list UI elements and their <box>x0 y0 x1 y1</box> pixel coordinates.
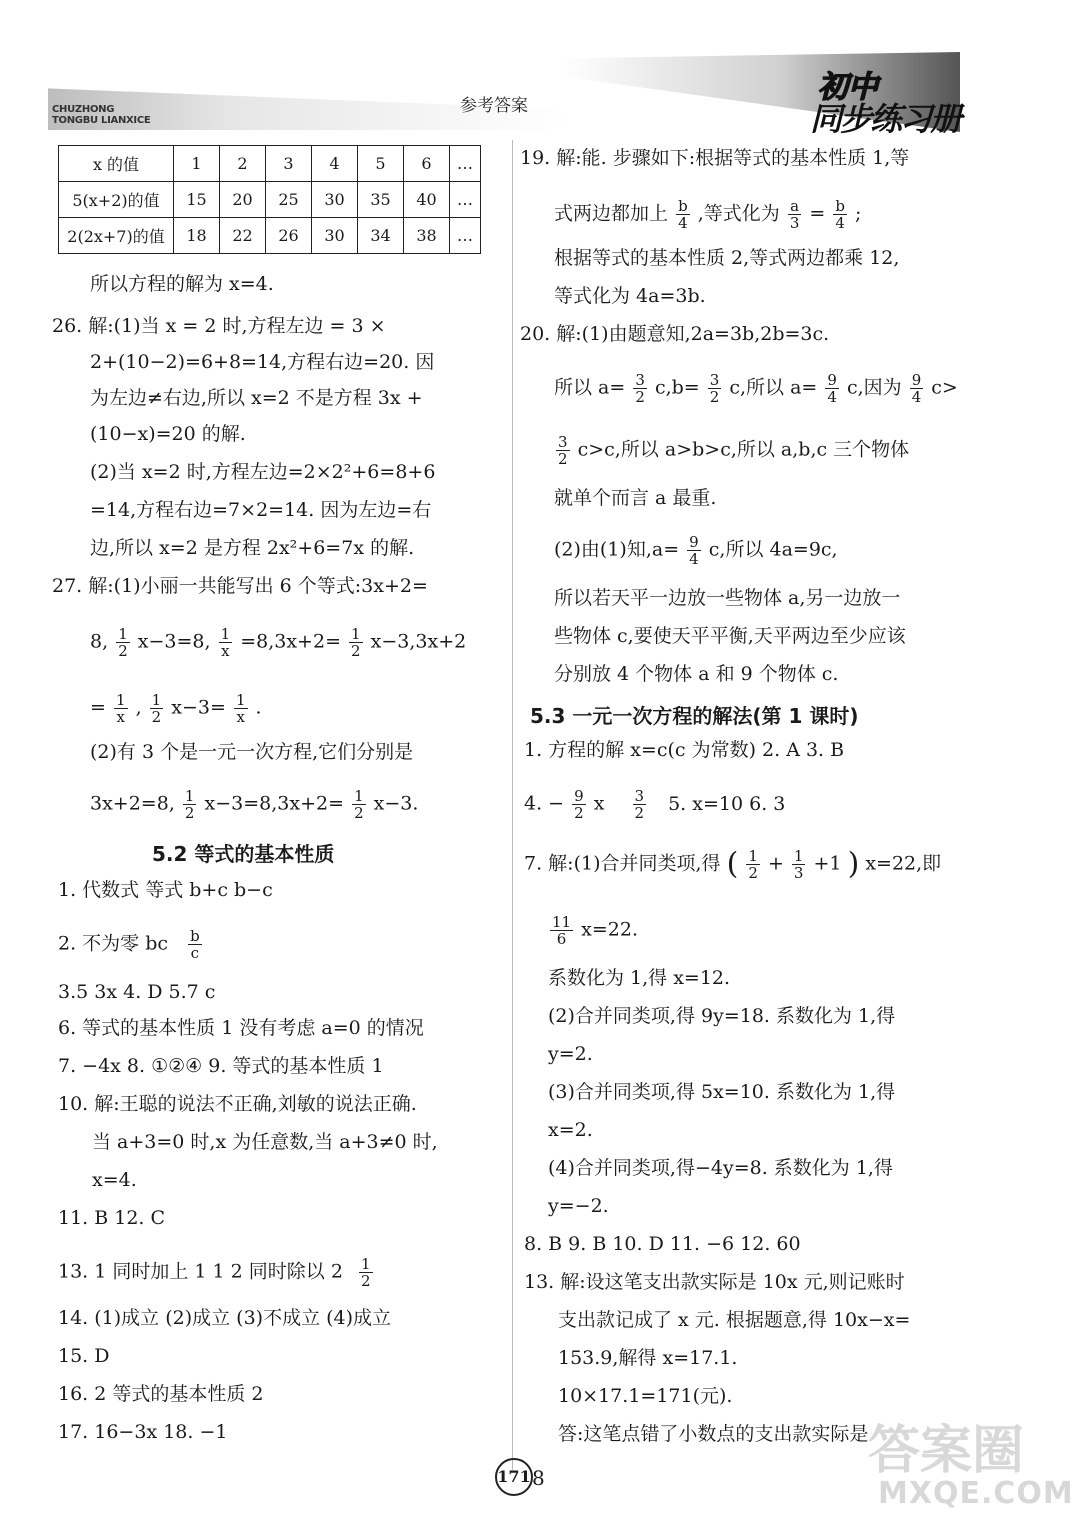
text-run: c,因为 <box>846 376 902 399</box>
fraction <box>708 372 722 405</box>
answer-line: 当 a+3=0 时,x 为任意数,当 a+3≠0 时, <box>92 1131 438 1153</box>
numerator: 9 <box>827 371 837 389</box>
answer-line: 10. 解:王聪的说法不正确,刘敏的说法正确. <box>58 1093 417 1115</box>
table-cell: 20 <box>220 182 266 218</box>
answer-line: 就单个而言 a 最重. <box>554 487 717 509</box>
table-cell: … <box>450 182 481 218</box>
answer-line: 分别放 4 个物体 a 和 9 个物体 c. <box>554 663 839 685</box>
section-heading-5-3: 5.3 一元一次方程的解法(第 1 课时) <box>530 704 859 728</box>
answer-line: 10×17.1=171(元). <box>558 1385 733 1407</box>
answer-line: 为左边≠右边,所以 x=2 不是方程 3x + <box>90 387 423 409</box>
table-cell: 6 <box>404 146 450 182</box>
numerator: 1 <box>115 691 126 709</box>
fraction <box>633 788 647 821</box>
answer-line: 11. B 12. C <box>58 1207 166 1229</box>
denominator: 2 <box>184 804 195 822</box>
answer-line: 所以若天平一边放一些物体 a,另一边放一 <box>554 587 901 609</box>
answer-line: 20. 解:(1)由题意知,2a=3b,2b=3c. <box>520 323 830 345</box>
answer-line <box>524 848 941 881</box>
table-row <box>59 146 481 182</box>
numerator: 9 <box>574 787 584 805</box>
table-cell: 4 <box>312 146 358 182</box>
table-cell: 40 <box>404 182 450 218</box>
denominator: 4 <box>678 214 688 232</box>
denominator: 3 <box>789 214 800 232</box>
text-run: 3x+2=8, <box>90 792 175 815</box>
answer-line <box>90 626 466 659</box>
denominator: 3 <box>793 864 804 882</box>
fraction <box>910 372 924 405</box>
answer-line: y=−2. <box>548 1195 609 1217</box>
numerator: 3 <box>558 433 568 451</box>
numerator: b <box>835 197 845 215</box>
denominator: 2 <box>709 388 720 406</box>
fraction <box>349 626 363 659</box>
numerator: 1 <box>360 1255 371 1273</box>
numerator: 1 <box>184 787 195 805</box>
fraction <box>116 626 130 659</box>
text-run: x−3,3x+2 <box>370 630 467 653</box>
denominator: 4 <box>827 388 837 406</box>
right-paren: ) <box>847 846 860 882</box>
text-run: x−3=8,3x+2= <box>204 792 345 815</box>
numerator: 1 <box>351 625 361 643</box>
table-row <box>59 218 481 254</box>
table-cell: 35 <box>358 182 404 218</box>
text-run: =8,3x+2= <box>240 630 341 653</box>
denominator: 2 <box>634 804 645 822</box>
table-row <box>59 182 481 218</box>
fraction <box>746 848 760 881</box>
text-run: +1 <box>813 852 842 875</box>
fraction <box>352 788 366 821</box>
numerator: b <box>678 197 688 215</box>
text-run: 13. 1 同时加上 1 1 2 同时除以 2 <box>58 1260 343 1283</box>
text-run: (2)由(1)知,a= <box>554 538 680 561</box>
fraction <box>188 928 202 961</box>
text-run: , <box>135 696 142 719</box>
section-heading-5-2: 5.2 等式的基本性质 <box>152 842 335 866</box>
denominator: 2 <box>351 642 361 660</box>
fraction <box>833 198 847 231</box>
denominator: 2 <box>558 450 568 468</box>
table-cell: 30 <box>312 218 358 254</box>
table-cell: 34 <box>358 218 404 254</box>
text-run: ; <box>855 202 862 225</box>
answer-line: 7. −4x 8. ①②④ 9. 等式的基本性质 1 <box>58 1055 384 1077</box>
table-cell: 3 <box>266 146 312 182</box>
fraction <box>676 198 690 231</box>
answer-line: 17. 16−3x 18. −1 <box>58 1421 228 1443</box>
table-cell: 5(x+2)的值 <box>59 182 174 218</box>
text-run: 2. 不为零 bc <box>58 932 169 955</box>
answer-line <box>554 534 838 567</box>
answer-line: 系数化为 1,得 x=12. <box>548 967 731 989</box>
answer-line: 16. 2 等式的基本性质 2 <box>58 1383 264 1405</box>
answer-line: 8. B 9. B 10. D 11. −6 12. 60 <box>524 1233 801 1255</box>
answer-line: 26. 解:(1)当 x = 2 时,方程左边 = 3 × <box>52 315 386 337</box>
value-table <box>58 145 481 254</box>
fraction <box>687 534 701 567</box>
denominator: x <box>221 642 230 660</box>
table-cell: 1 <box>174 146 220 182</box>
answer-line: (2)合并同类项,得 9y=18. 系数化为 1,得 <box>548 1005 896 1027</box>
table-cell: 15 <box>174 182 220 218</box>
denominator: 2 <box>635 388 645 406</box>
text-run: x−3= <box>171 696 226 719</box>
header-title: 参考答案 <box>460 96 528 116</box>
text-run: 7. 解:(1)合并同类项,得 <box>524 852 721 875</box>
table-cell: 2(2x+7)的值 <box>59 218 174 254</box>
answer-line: y=2. <box>548 1043 593 1065</box>
text-run: 4. − <box>524 792 565 815</box>
numerator: 9 <box>911 371 922 389</box>
denominator: c <box>190 944 200 962</box>
denominator: x <box>116 708 125 726</box>
answer-line: 答:这笔点错了小数点的支出款实际是 <box>558 1423 869 1445</box>
denominator: 2 <box>574 804 584 822</box>
text-run: 所以 a= <box>554 376 626 399</box>
answer-line: 15. D <box>58 1345 110 1367</box>
answer-line: 边,所以 x=2 是方程 2x²+6=7x 的解. <box>90 537 415 559</box>
denominator: x <box>236 708 245 726</box>
numerator: 3 <box>634 787 645 805</box>
table-cell: x 的值 <box>59 146 174 182</box>
answer-line <box>554 372 958 405</box>
answer-line <box>90 788 418 821</box>
answer-line: 所以方程的解为 x=4. <box>90 273 274 295</box>
logo-line-2: 同步练习册 <box>810 100 961 138</box>
answer-line: 13. 解:设这笔支出款实际是 10x 元,则记账时 <box>524 1271 905 1293</box>
answer-line: 1. 方程的解 x=c(c 为常数) 2. A 3. B <box>524 739 845 761</box>
text-run: c,所以 4a=9c, <box>708 538 838 561</box>
text-run: x−3. <box>373 792 419 815</box>
text-run: 式两边都加上 <box>554 202 669 225</box>
denominator: 2 <box>151 708 162 726</box>
text-run: 8, <box>90 630 109 653</box>
answer-line: 2+(10−2)=6+8=14,方程右边=20. 因 <box>90 351 435 373</box>
numerator: 1 <box>235 691 246 709</box>
answer-line: 1. 代数式 等式 b+c b−c <box>58 879 273 901</box>
numerator: 3 <box>709 371 720 389</box>
text-run: = <box>90 696 106 719</box>
fraction <box>556 434 570 467</box>
answer-line <box>524 788 785 821</box>
numerator: 1 <box>151 691 162 709</box>
answer-line: 19. 解:能. 步骤如下:根据等式的基本性质 1,等 <box>520 147 910 169</box>
logo-line-1: 初中 <box>818 70 878 105</box>
numerator: a <box>788 198 802 215</box>
denominator: 4 <box>911 388 922 406</box>
answer-line: =14,方程右边=7×2=14. 因为左边=右 <box>90 499 432 521</box>
book-logo <box>790 60 960 136</box>
pinyin-line-1: CHUZHONG <box>52 104 115 115</box>
denominator: 4 <box>689 550 699 568</box>
page-number: 171 <box>495 1458 533 1496</box>
text-run: . <box>255 696 262 719</box>
table-cell: 22 <box>220 218 266 254</box>
fraction <box>219 626 233 659</box>
table-cell: … <box>450 218 481 254</box>
answer-line: 14. (1)成立 (2)成立 (3)不成立 (4)成立 <box>58 1307 392 1329</box>
table-cell: … <box>450 146 481 182</box>
table-cell: 2 <box>220 146 266 182</box>
text-run: c> <box>931 376 958 399</box>
answer-line: 些物体 c,要使天平平衡,天平两边至少应该 <box>554 625 906 647</box>
numerator: 1 <box>748 847 758 865</box>
answer-line: (4)合并同类项,得−4y=8. 系数化为 1,得 <box>548 1157 893 1179</box>
answer-line: 支出款记成了 x 元. 根据题意,得 10x−x= <box>558 1309 911 1331</box>
table-cell: 18 <box>174 218 220 254</box>
fraction <box>359 1256 373 1289</box>
denominator: 2 <box>118 642 128 660</box>
denominator: 2 <box>748 864 758 882</box>
numerator: 1 <box>793 847 804 865</box>
table-cell: 30 <box>312 182 358 218</box>
table-cell: 5 <box>358 146 404 182</box>
table-cell: 26 <box>266 218 312 254</box>
fraction <box>788 198 802 231</box>
answer-line: 27. 解:(1)小丽一共能写出 6 个等式:3x+2= <box>52 575 428 597</box>
denominator: 2 <box>360 1272 371 1290</box>
answer-line: x=4. <box>92 1169 137 1191</box>
numerator: 3 <box>635 371 645 389</box>
answer-line: 等式化为 4a=3b. <box>554 285 706 307</box>
text-run: x−3=8, <box>137 630 211 653</box>
fraction <box>825 372 839 405</box>
text-run: c,所以 a= <box>729 376 818 399</box>
watermark-logo <box>868 1408 1074 1528</box>
left-paren: ( <box>726 846 739 882</box>
fraction <box>150 692 164 725</box>
text-run: x <box>593 792 605 815</box>
answer-line: 153.9,解得 x=17.1. <box>558 1347 738 1369</box>
numerator: 9 <box>689 533 699 551</box>
text-run: 5. x=10 6. 3 <box>668 792 786 815</box>
fraction <box>183 788 197 821</box>
denominator: 2 <box>354 804 364 822</box>
fraction <box>792 848 806 881</box>
denominator: 6 <box>556 930 567 948</box>
answer-line <box>58 1256 375 1289</box>
answer-line: (3)合并同类项,得 5x=10. 系数化为 1,得 <box>548 1081 896 1103</box>
text-run: x=22,即 <box>865 852 942 875</box>
numerator: 1 <box>354 787 364 805</box>
text-run: + <box>767 852 784 875</box>
text-run: x=22. <box>581 918 638 941</box>
answer-line: 3.5 3x 4. D 5.7 c <box>58 981 216 1003</box>
watermark-line-2: MXQE.COM <box>878 1476 1074 1511</box>
answer-line: 根据等式的基本性质 2,等式两边都乘 12, <box>554 247 900 269</box>
numerator: 1 <box>118 625 128 643</box>
answer-line <box>90 692 262 725</box>
answer-line: (2)有 3 个是一元一次方程,它们分别是 <box>90 741 414 763</box>
answer-line: (10−x)=20 的解. <box>90 423 246 445</box>
answer-line <box>58 928 204 961</box>
numerator: 11 <box>552 913 572 931</box>
answer-line <box>554 198 861 231</box>
answer-line <box>554 434 909 467</box>
column-divider <box>512 140 513 1470</box>
pinyin-line-2: TONGBU LIANXICE <box>52 115 151 126</box>
fraction <box>234 692 248 725</box>
text-run: c>c,所以 a>b>c,所以 a,b,c 三个物体 <box>577 438 910 461</box>
fraction <box>633 372 647 405</box>
fraction <box>550 914 573 947</box>
answer-line: x=2. <box>548 1119 593 1141</box>
answer-line: (2)当 x=2 时,方程左边=2×2²+6=8+6 <box>90 461 436 483</box>
fraction <box>114 692 128 725</box>
answer-line: 6. 等式的基本性质 1 没有考虑 a=0 的情况 <box>58 1017 424 1039</box>
text-run: = <box>809 202 826 225</box>
numerator: b <box>190 927 200 945</box>
fraction <box>572 788 586 821</box>
numerator: 1 <box>220 625 231 643</box>
table-cell: 25 <box>266 182 312 218</box>
page-number-ornament: 8 <box>532 1466 545 1490</box>
header-series-pinyin <box>52 104 150 126</box>
denominator: 4 <box>835 214 845 232</box>
text-run: ,等式化为 <box>697 202 780 225</box>
text-run: c,b= <box>654 376 700 399</box>
answer-line <box>548 914 638 947</box>
table-cell: 38 <box>404 218 450 254</box>
watermark-line-1: 答案圈 <box>868 1421 1025 1481</box>
